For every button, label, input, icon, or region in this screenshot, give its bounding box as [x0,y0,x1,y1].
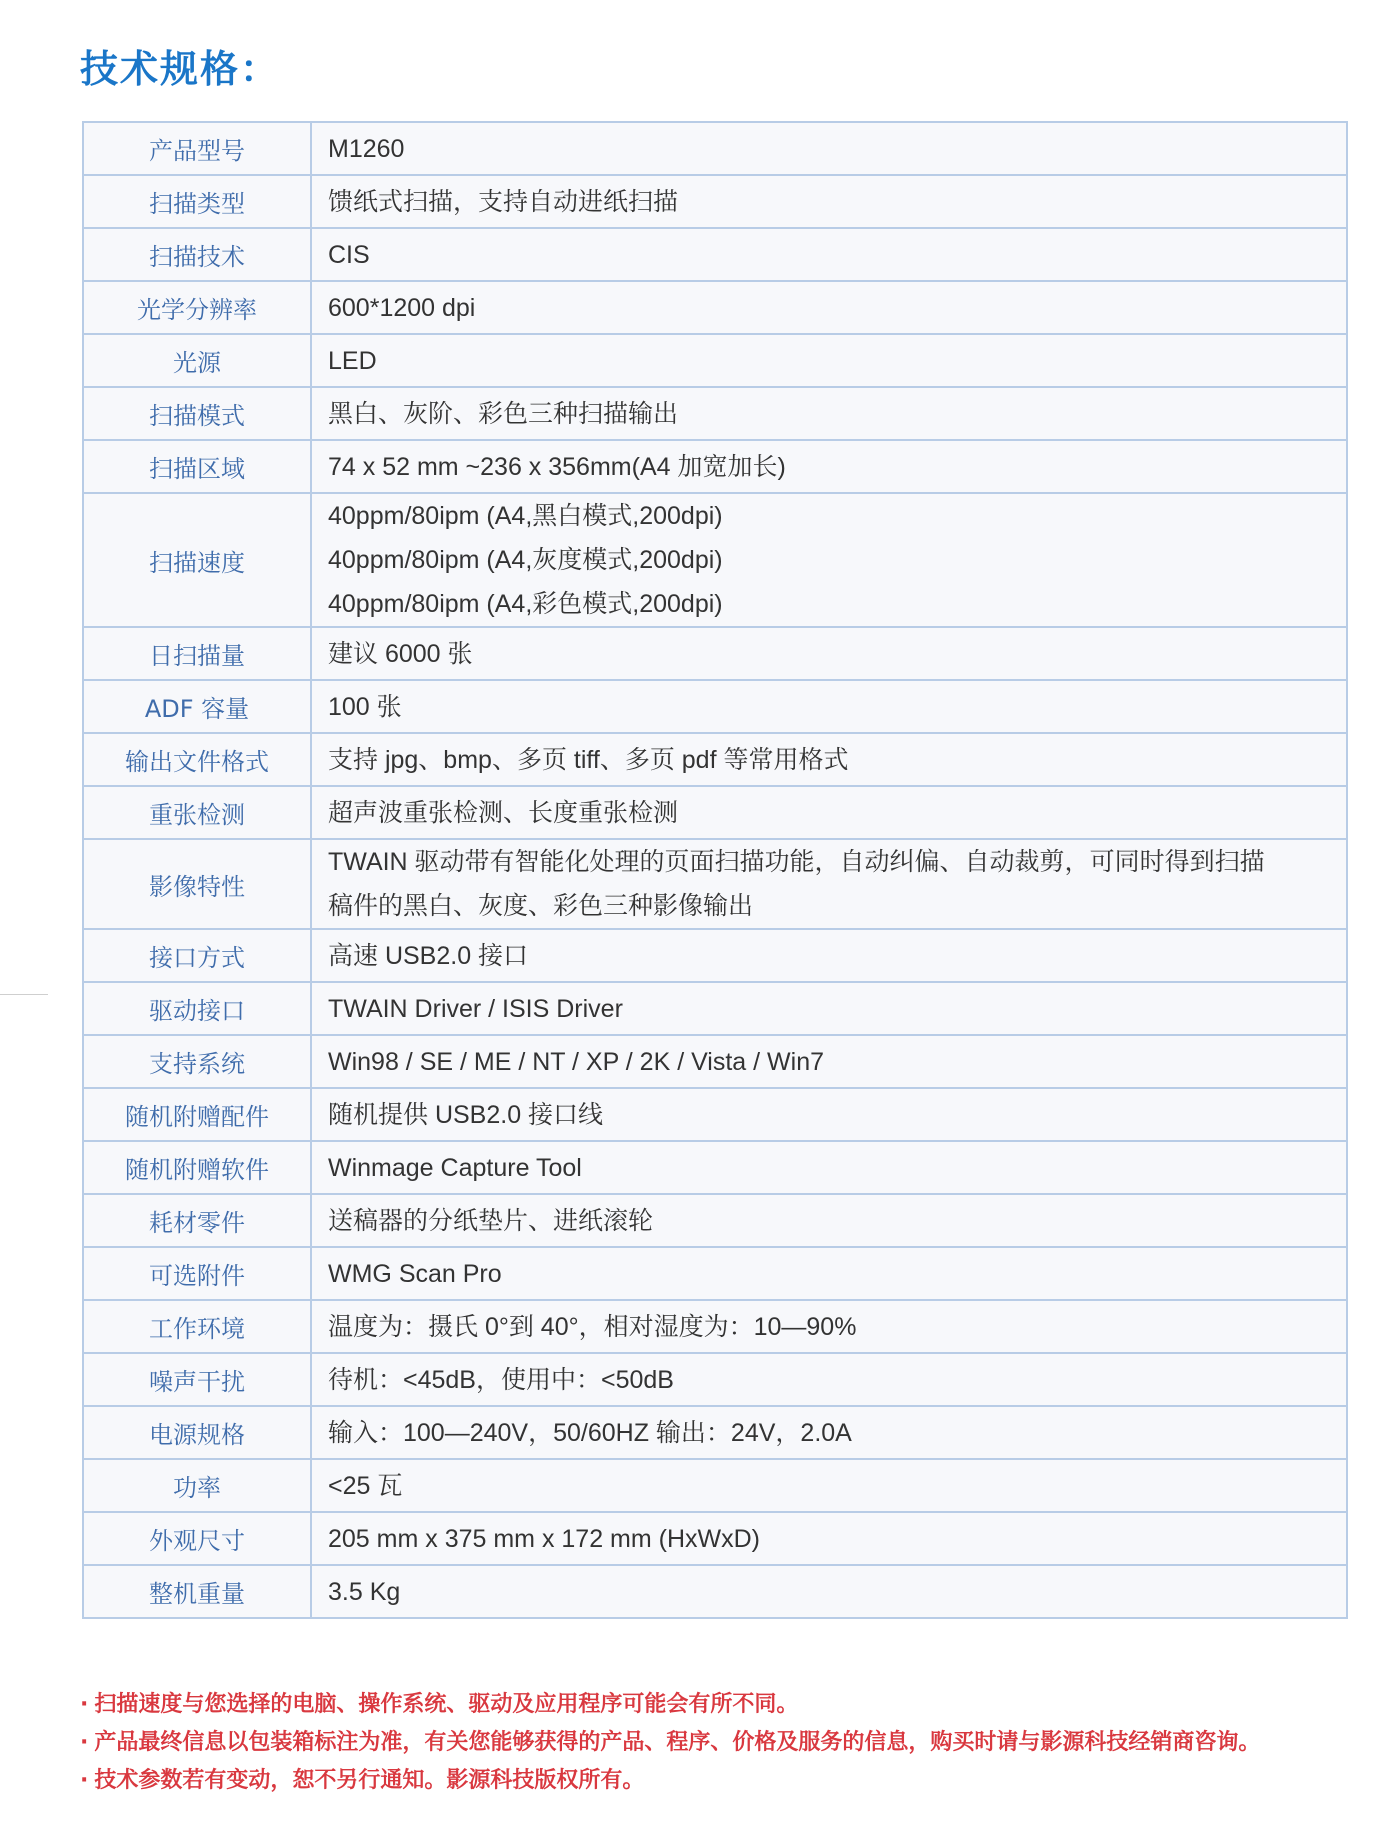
spec-value-line: 支持 jpg、bmp、多页 tiff、多页 pdf 等常用格式 [328,745,849,774]
spec-value-line: 3.5 Kg [328,1577,401,1606]
spec-value [311,839,1347,929]
spec-value [311,1406,1347,1459]
spec-row [83,281,1347,334]
spec-value-line: WMG Scan Pro [328,1259,502,1288]
spec-value-line: TWAIN 驱动带有智能化处理的页面扫描功能，自动纠偏、自动裁剪，可同时得到扫描 [328,848,1265,876]
spec-row [83,122,1347,175]
spec-value [311,1194,1347,1247]
spec-row [83,733,1347,786]
spec-value-line: CIS [328,240,370,269]
spec-value-line: 送稿器的分纸垫片、进纸滚轮 [328,1206,654,1235]
spec-row [83,1512,1347,1565]
spec-label: 噪声干扰 [83,1353,311,1406]
bullet-icon: · [80,1692,89,1717]
spec-label: 扫描类型 [83,175,311,228]
spec-table [82,121,1348,1619]
spec-value [311,387,1347,440]
spec-value-line: 100 张 [328,692,402,721]
spec-value [311,1300,1347,1353]
spec-label: 光源 [83,334,311,387]
spec-value-line: 随机提供 USB2.0 接口线 [328,1100,604,1129]
spec-value [311,440,1347,493]
spec-value-line: 40ppm/80ipm (A4,灰度模式,200dpi) [328,546,723,574]
spec-row [83,175,1347,228]
spec-row [83,1088,1347,1141]
spec-row [83,1406,1347,1459]
spec-value [311,1247,1347,1300]
spec-value [311,122,1347,175]
spec-row [83,1459,1347,1512]
spec-label: 输出文件格式 [83,733,311,786]
spec-row [83,387,1347,440]
spec-value [311,1353,1347,1406]
spec-value-line: 40ppm/80ipm (A4,黑白模式,200dpi) [328,502,723,530]
note-text: 产品最终信息以包装箱标注为准，有关您能够获得的产品、程序、价格及服务的信息，购买时请与影源科技经销商咨询。 [94,1730,1261,1755]
notes-list [80,1686,1380,1800]
spec-row [83,982,1347,1035]
spec-value [311,680,1347,733]
spec-label: 耗材零件 [83,1194,311,1247]
spec-label: 功率 [83,1459,311,1512]
spec-label: 光学分辨率 [83,281,311,334]
spec-row [83,839,1347,929]
note-item [80,1686,1380,1724]
note-item [80,1762,1380,1800]
spec-label: 扫描技术 [83,228,311,281]
note-item [80,1724,1380,1762]
spec-label: 随机附赠配件 [83,1088,311,1141]
spec-table-body [83,122,1347,1618]
spec-row [83,440,1347,493]
spec-value-line: LED [328,346,377,375]
spec-row [83,627,1347,680]
spec-value-line: 建议 6000 张 [328,639,473,668]
spec-value [311,1565,1347,1618]
spec-value-line: 待机：<45dB，使用中：<50dB [328,1365,674,1394]
spec-value-line: 稿件的黑白、灰度、彩色三种影像输出 [328,892,754,920]
spec-value [311,228,1347,281]
spec-row [83,228,1347,281]
spec-label: 产品型号 [83,122,311,175]
spec-value-line: 黑白、灰阶、彩色三种扫描输出 [328,399,679,428]
spec-row [83,1565,1347,1618]
bullet-icon: · [80,1768,89,1793]
spec-row [83,493,1347,627]
spec-value-line: Winmage Capture Tool [328,1153,582,1182]
spec-label: 整机重量 [83,1565,311,1618]
spec-row [83,929,1347,982]
spec-row [83,1035,1347,1088]
spec-label: 扫描区域 [83,440,311,493]
spec-label: 工作环境 [83,1300,311,1353]
note-text: 扫描速度与您选择的电脑、操作系统、驱动及应用程序可能会有所不同。 [94,1692,799,1717]
spec-value [311,281,1347,334]
spec-label: 日扫描量 [83,627,311,680]
spec-label: 影像特性 [83,839,311,929]
side-divider [0,994,48,995]
spec-value [311,1035,1347,1088]
spec-value [311,786,1347,839]
spec-value-line: 74 x 52 mm ~236 x 356mm(A4 加宽加长) [328,452,786,481]
spec-value-line: 馈纸式扫描，支持自动进纸扫描 [328,187,679,216]
spec-value [311,627,1347,680]
spec-label: 外观尺寸 [83,1512,311,1565]
spec-row [83,1141,1347,1194]
spec-label: 支持系统 [83,1035,311,1088]
spec-value [311,1512,1347,1565]
spec-value-line: 40ppm/80ipm (A4,彩色模式,200dpi) [328,590,723,618]
spec-value [311,1088,1347,1141]
spec-label: 扫描模式 [83,387,311,440]
spec-value [311,982,1347,1035]
spec-row [83,1194,1347,1247]
spec-value [311,334,1347,387]
spec-value-line: 205 mm x 375 mm x 172 mm (HxWxD) [328,1524,761,1553]
spec-row [83,1247,1347,1300]
spec-label: 扫描速度 [83,493,311,627]
spec-row [83,680,1347,733]
spec-label: ADF 容量 [83,680,311,733]
spec-label: 接口方式 [83,929,311,982]
spec-value-line: TWAIN Driver / ISIS Driver [328,994,623,1023]
spec-value [311,175,1347,228]
spec-label: 驱动接口 [83,982,311,1035]
spec-value-line: 输入：100—240V，50/60HZ 输出：24V，2.0A [328,1418,852,1447]
spec-label: 电源规格 [83,1406,311,1459]
spec-row [83,786,1347,839]
note-text: 技术参数若有变动，恕不另行通知。影源科技版权所有。 [94,1768,645,1793]
spec-value-line: 高速 USB2.0 接口 [328,941,529,970]
spec-value-line: 温度为：摄氏 0°到 40°，相对湿度为：10—90% [328,1312,857,1341]
spec-value [311,733,1347,786]
spec-value-line: M1260 [328,134,405,163]
page-title: 技术规格： [80,47,281,91]
spec-value-line: Win98 / SE / ME / NT / XP / 2K / Vista / Win7 [328,1047,825,1076]
spec-value-line: 超声波重张检测、长度重张检测 [328,798,679,827]
spec-value-line: <25 瓦 [328,1471,403,1500]
spec-value [311,493,1347,627]
spec-value [311,1459,1347,1512]
bullet-icon: · [80,1730,89,1755]
spec-label: 重张检测 [83,786,311,839]
spec-value [311,929,1347,982]
spec-row [83,334,1347,387]
spec-row [83,1300,1347,1353]
spec-value-line: 600*1200 dpi [328,293,476,322]
spec-row [83,1353,1347,1406]
spec-label: 随机附赠软件 [83,1141,311,1194]
spec-value [311,1141,1347,1194]
spec-label: 可选附件 [83,1247,311,1300]
